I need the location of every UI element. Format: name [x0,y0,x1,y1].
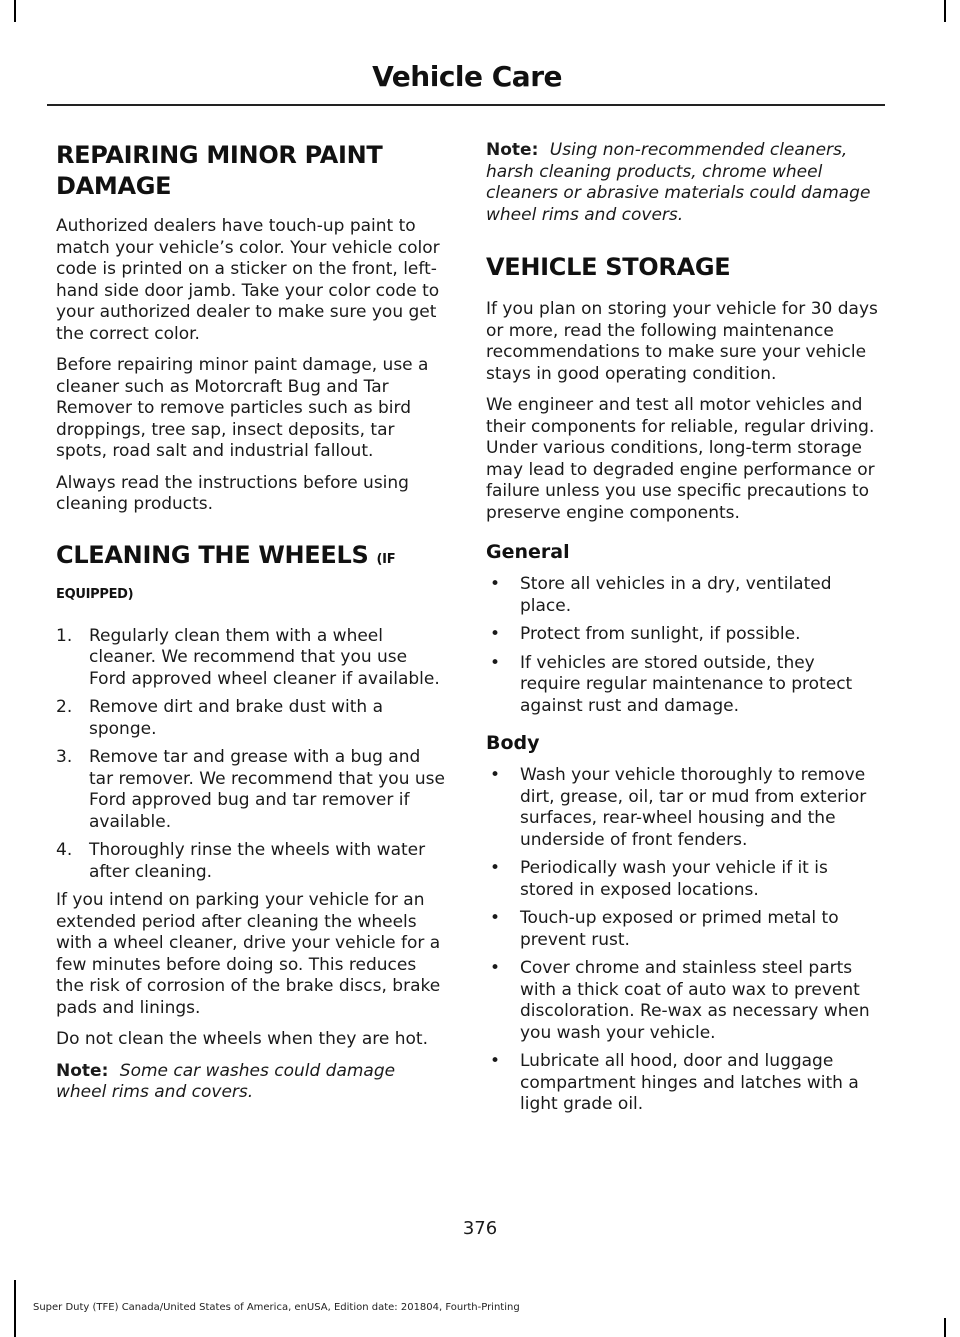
step-text: Regularly clean them with a wheel cleaner. We recommend that you use Ford approved wheel cleaner if available. [89,625,440,689]
paint-paragraph-3: Always read the instructions before using cleaning products. [56,472,409,514]
list-item [486,765,880,851]
item-text: Periodically wash your vehicle if it is stored in exposed locations. [520,858,828,900]
heading-repairing-paint: REPAIRING MINOR PAINT DAMAGE [56,141,383,200]
list-item [486,574,880,617]
wheel-cleaning-steps [56,626,448,884]
heading-cleaning-wheels-suffix: (IF EQUIPPED) [56,551,396,602]
body-list [486,765,880,1116]
item-text: Touch-up exposed or primed metal to prevent rust. [520,908,839,950]
step-number: 3. [56,747,73,767]
crop-mark-top-left [14,0,16,22]
list-item [56,747,448,833]
footer-edition-text: Super Duty (TFE) Canada/United States of America, enUSA, Edition date: 201804, Fourth-Printing [33,1302,520,1313]
list-item [56,697,448,740]
wheel-paragraph-1: If you intend on parking your vehicle for an extended period after cleaning the wheels with a wheel cleaner, drive your vehicle for a few minutes before doing so. This reduces the risk of corrosion of the brake discs, brake pads and linings. [56,890,441,1018]
item-text: If vehicles are stored outside, they require regular maintenance to protect against rust and damage. [520,652,853,716]
crop-mark-bottom-right [944,1318,946,1337]
item-text: Wash your vehicle thoroughly to remove dirt, grease, oil, tar or mud from exterior surfaces, rear-wheel housing and the underside of front fenders. [520,765,867,850]
bullet: • [490,765,501,785]
heading-cleaning-wheels [56,540,448,610]
step-number: 1. [56,625,73,646]
list-item [486,624,880,646]
step-number: 2. [56,697,73,717]
wheel-note [56,1061,448,1104]
wheel-paragraph-2: Do not clean the wheels when they are hot. [56,1029,428,1049]
crop-mark-bottom-left [14,1280,16,1337]
storage-paragraph-1: If you plan on storing your vehicle for 30 days or more, read the following maintenance recommendations to make sure your vehicle stays in good operating condition. [486,299,878,384]
list-item [486,1051,880,1116]
bullet: • [490,652,501,673]
heading-body: Body [486,732,540,754]
crop-mark-top-right [944,0,946,22]
heading-general: General [486,541,570,563]
header-divider [47,104,885,106]
note-label: Note: [56,1060,109,1081]
heading-vehicle-storage: VEHICLE STORAGE [486,253,731,281]
item-text: Cover chrome and stainless steel parts with a thick coat of auto wax to prevent discoloration. Re-wax as necessary when you wash your vehicle. [520,958,870,1043]
step-number: 4. [56,840,73,860]
list-item [56,626,448,691]
note-label: Note: [486,140,539,160]
list-item [486,858,880,901]
general-list [486,574,880,717]
right-column [486,140,880,1123]
item-text: Protect from sunlight, if possible. [520,624,801,644]
paint-paragraph-2: Before repairing minor paint damage, use a cleaner such as Motorcraft Bug and Tar Remover to remove particles such as bird droppings, tree sap, insect deposits, tar spots, road salt and industrial fallout. [56,355,429,461]
bullet: • [490,1051,501,1071]
step-text: Thoroughly rinse the wheels with water after cleaning. [89,840,426,882]
note-text: Using non-recommended cleaners, harsh cleaning products, chrome wheel cleaners or abrasive materials could damage wheel rims and covers. [486,140,871,225]
item-text: Lubricate all hood, door and luggage compartment hinges and latches with a light grade oil. [520,1051,859,1114]
bullet: • [490,908,501,928]
list-item [486,653,880,718]
left-column [56,140,448,1114]
cleaner-note [486,140,880,226]
heading-cleaning-wheels-main: CLEANING THE WHEELS [56,540,369,569]
page-header-title: Vehicle Care [372,60,562,93]
bullet: • [490,624,501,644]
page-number: 376 [462,1218,498,1239]
step-text: Remove dirt and brake dust with a sponge. [89,697,384,739]
bullet: • [490,574,501,594]
note-text: Some car washes could damage wheel rims and covers. [56,1060,396,1102]
item-text: Store all vehicles in a dry, ventilated place. [520,574,832,616]
step-text: Remove tar and grease with a bug and tar remover. We recommend that you use Ford approved bug and tar remover if available. [89,747,445,832]
bullet: • [490,858,501,878]
paint-paragraph-1: Authorized dealers have touch-up paint to match your vehicle’s color. Your vehicle color code is printed on a sticker on the front, left-hand side door jamb. Take your color code to your authorized dealer to make sure you get the correct color. [56,216,440,344]
bullet: • [490,958,501,978]
list-item [486,958,880,1044]
list-item [56,840,448,883]
list-item [486,908,880,951]
storage-paragraph-2: We engineer and test all motor vehicles and their components for reliable, regular driving. Under various conditions, long-term storage may lead to degraded engine performance or failure unless you use specific precautions to preserve engine components. [486,395,875,523]
